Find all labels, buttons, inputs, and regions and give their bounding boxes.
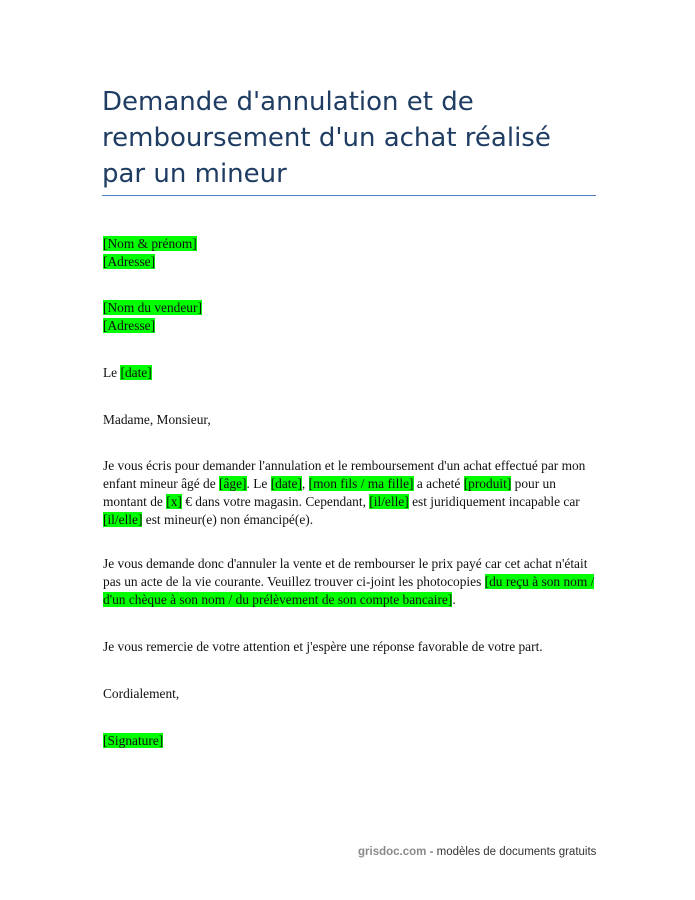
footer-site-link[interactable]: grisdoc.com [358,846,427,858]
date-placeholder: [date] [120,365,152,380]
paragraph-text: € dans votre magasin. Cependant, [181,494,370,509]
title-divider [102,195,596,196]
proof-placeholder: [du reçu à son nom / d'un chèque à son nom / du prélèvement de son compte bancaire] [103,574,595,607]
signature-placeholder: [Signature] [103,733,164,748]
paragraph-thanks: Je vous remercie de votre attention et j'espère une réponse favorable de votre part. [103,639,543,654]
amount-placeholder: [x] [166,494,182,509]
paragraph-refund [103,555,595,609]
paragraph-text: Je vous demande donc d'annuler la vente et de rembourser le prix payé car cet achat n'était pas un acte de la vie courante. Veuillez trouver ci-joint les photocopies [103,556,588,589]
recipient-address-placeholder: [Adresse] [103,318,156,333]
product-placeholder: [produit] [463,476,512,491]
paragraph-text: . [452,592,456,607]
salutation: Madame, Monsieur, [103,412,211,427]
date-line [103,364,603,382]
sender-block [103,235,603,271]
purchase-date-placeholder: [date] [270,476,302,491]
pronoun-placeholder-2: [il/elle] [103,512,143,527]
signature-line [103,732,603,750]
age-placeholder: [âge] [219,476,247,491]
date-prefix: Le [103,365,121,380]
paragraph-request [103,457,595,529]
recipient-block [103,299,603,335]
paragraph-text: a acheté [413,476,464,491]
pronoun-placeholder-1: [il/elle] [369,494,409,509]
paragraph-text: , [301,476,309,491]
footer-tagline: - modèles de documents gratuits [426,846,597,858]
closing: Cordialement, [103,686,180,701]
paragraph-text: Je vous écris pour demander l'annulation et le remboursement d'un achat effectué par mon enfant mineur âgé de [103,458,586,491]
paragraph-text: est mineur(e) non émancipé(e). [142,512,314,527]
sender-address-placeholder: [Adresse] [103,254,156,269]
sender-name-placeholder: [Nom & prénom] [103,236,197,251]
paragraph-text: pour un montant de [103,476,556,509]
footer [358,846,596,858]
paragraph-text: est juridiquement incapable car [408,494,580,509]
document-title: Demande d'annulation et de remboursement d'un achat réalisé par un mineur [102,87,551,189]
recipient-name-placeholder: [Nom du vendeur] [103,300,202,315]
paragraph-text: . Le [246,476,271,491]
child-placeholder: [mon fils / ma fille] [308,476,414,491]
